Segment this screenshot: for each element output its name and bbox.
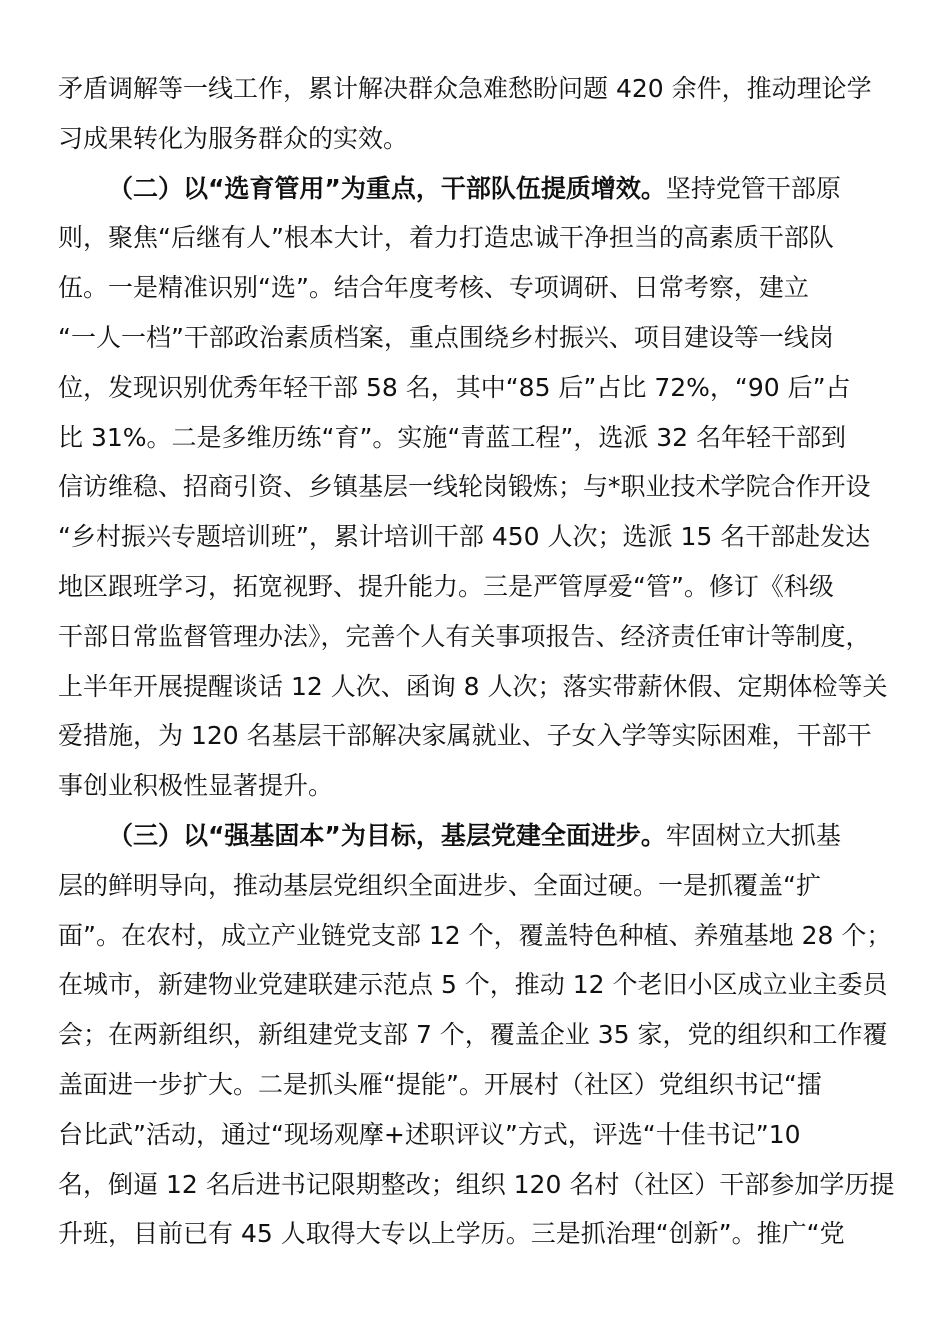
text-line — [58, 761, 894, 811]
text-line — [58, 313, 894, 363]
line-text: 上半年开展提醒谈话 12 人次、函询 8 人次；落实带薪休假、定期体检等关 — [58, 671, 888, 701]
line-text: 位，发现识别优秀年轻干部 58 名，其中“85 后”占比 72%，“90 后”占 — [58, 372, 851, 402]
line-text: 牢固树立大抓基 — [665, 820, 841, 850]
text-line — [58, 1010, 894, 1060]
line-text: 坚持党管干部原 — [665, 173, 841, 203]
line-text: 名，倒逼 12 名后进书记限期整改；组织 120 名村（社区）干部参加学历提 — [58, 1169, 894, 1199]
line-text: 地区跟班学习，拓宽视野、提升能力。三是严管厚爱“管”。修订《科级 — [58, 571, 834, 601]
document-page — [58, 64, 894, 1259]
text-line — [58, 562, 894, 612]
line-text: 习成果转化为服务群众的实效。 — [58, 123, 409, 153]
document-body — [58, 64, 894, 1259]
text-line — [58, 711, 894, 761]
line-text: 台比武”活动，通过“现场观摩+述职评议”方式，评选“十佳书记”10 — [58, 1119, 801, 1149]
line-text: 伍。一是精准识别“选”。结合年度考核、专项调研、日常考察，建立 — [58, 273, 809, 303]
section-heading: （二）以“选育管用”为重点，干部队伍提质增效。 — [108, 173, 666, 203]
line-text: “乡村振兴专题培训班”，累计培训干部 450 人次；选派 15 名干部赴发达 — [58, 522, 871, 552]
text-line — [58, 164, 894, 214]
line-text: 信访维稳、招商引资、乡镇基层一线轮岗锻炼；与*职业技术学院合作开设 — [58, 472, 871, 502]
line-text: 层的鲜明导向，推动基层党组织全面进步、全面过硬。一是抓覆盖“扩 — [58, 870, 821, 900]
text-line — [58, 462, 894, 512]
text-line — [58, 1110, 894, 1160]
text-line — [58, 1209, 894, 1259]
line-text: 爱措施，为 120 名基层干部解决家属就业、子女入学等实际困难，干部干 — [58, 721, 872, 751]
text-line — [58, 64, 894, 114]
line-text: 比 31%。二是多维历练“育”。实施“青蓝工程”，选派 32 名年轻干部到 — [58, 422, 847, 452]
text-line — [58, 114, 894, 164]
text-line — [58, 512, 894, 562]
line-text: 在城市，新建物业党建联建示范点 5 个，推动 12 个老旧小区成立业主委员 — [58, 970, 888, 1000]
line-text: 则，聚焦“后继有人”根本大计，着力打造忠诚干净担当的高素质干部队 — [58, 223, 834, 253]
line-text: “一人一档”干部政治素质档案，重点围绕乡村振兴、项目建设等一线岗 — [58, 322, 834, 352]
text-line — [58, 363, 894, 413]
line-text: 升班，目前已有 45 人取得大专以上学历。三是抓治理“创新”。推广“党 — [58, 1219, 845, 1249]
line-text: 会；在两新组织，新组建党支部 7 个，覆盖企业 35 家，党的组织和工作覆 — [58, 1020, 888, 1050]
line-text: 面”。在农村，成立产业链党支部 12 个，覆盖特色种植、养殖基地 28 个； — [58, 920, 892, 950]
text-line — [58, 960, 894, 1010]
line-text: 矛盾调解等一线工作，累计解决群众急难愁盼问题 420 余件，推动理论学 — [58, 74, 872, 103]
text-line — [58, 213, 894, 263]
section-heading: （三）以“强基固本”为目标，基层党建全面进步。 — [108, 820, 666, 850]
text-line — [58, 811, 894, 861]
line-text: 干部日常监督管理办法》，完善个人有关事项报告、经济责任审计等制度， — [58, 621, 871, 651]
text-line — [58, 612, 894, 662]
line-text: 事创业积极性显著提升。 — [58, 771, 334, 801]
text-line — [58, 1160, 894, 1210]
text-line — [58, 263, 894, 313]
text-line — [58, 1060, 894, 1110]
text-line — [58, 662, 894, 712]
text-line — [58, 413, 894, 463]
line-text: 盖面进一步扩大。二是抓头雁“提能”。开展村（社区）党组织书记“擂 — [58, 1069, 822, 1099]
text-line — [58, 911, 894, 961]
text-line — [58, 861, 894, 911]
